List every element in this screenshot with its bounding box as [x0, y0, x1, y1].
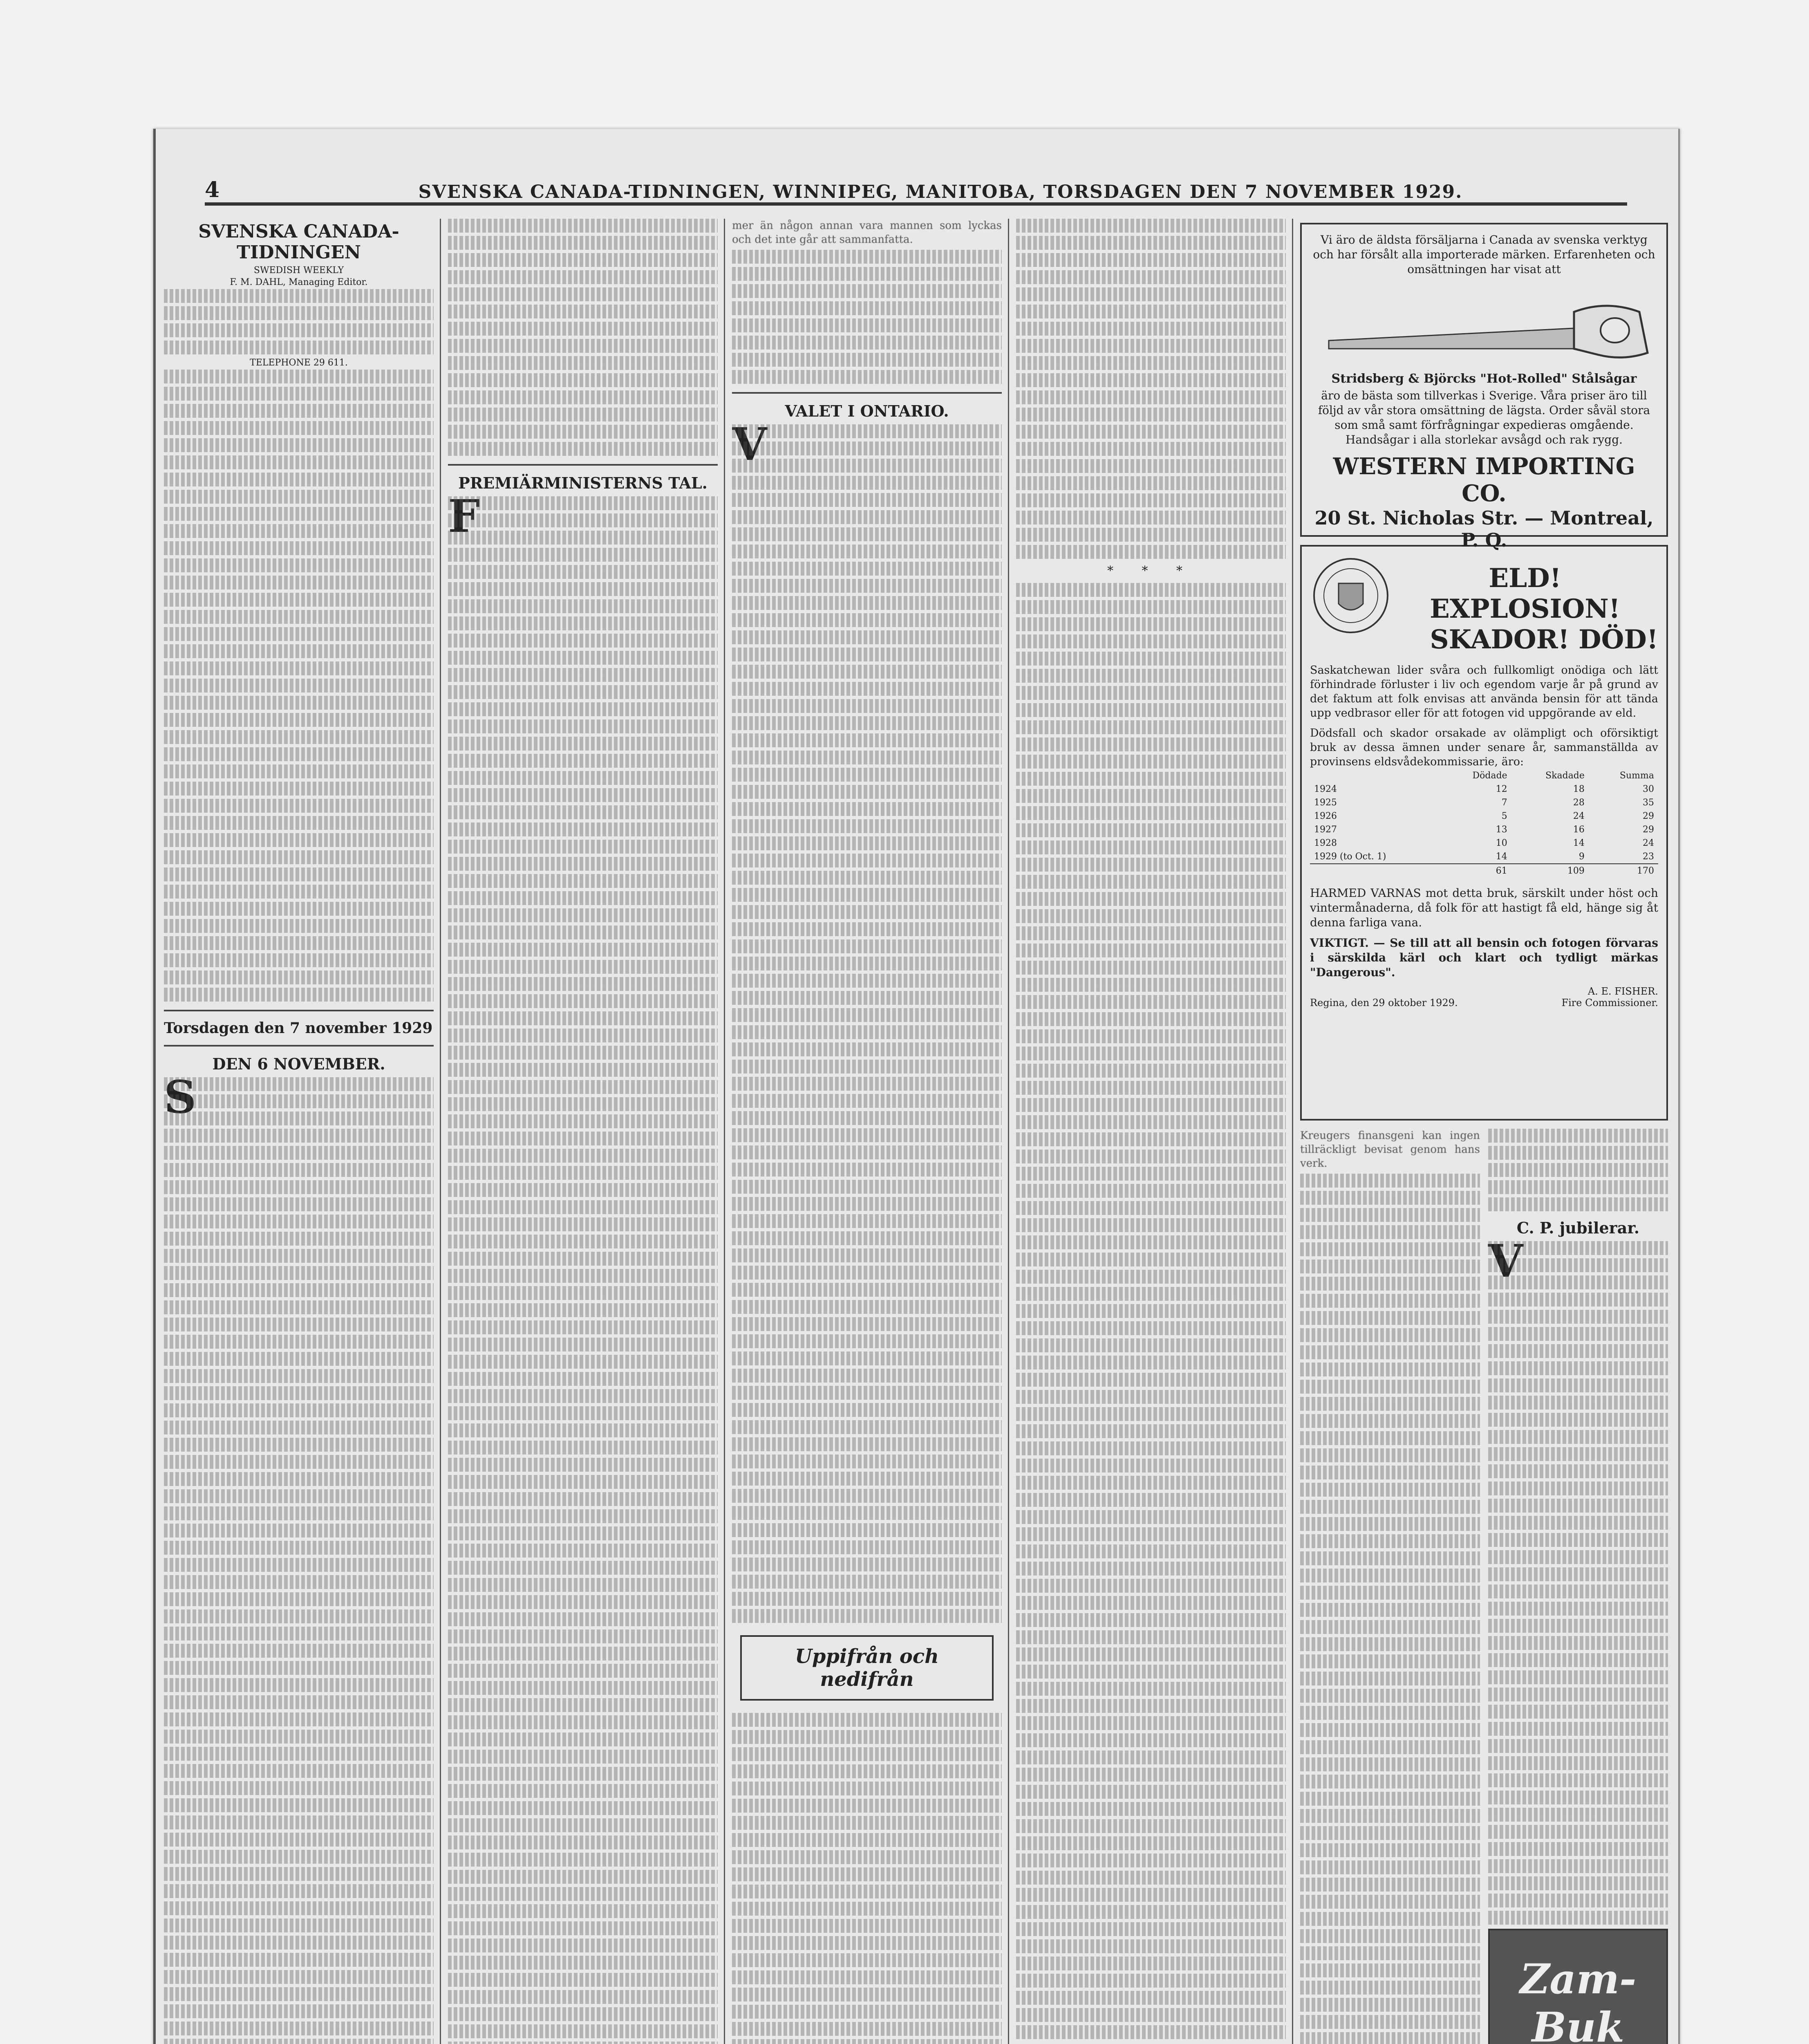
masthead-name: SVENSKA CANADA-TIDNINGEN	[198, 221, 399, 263]
column-1	[164, 219, 434, 2044]
feature-box	[740, 1635, 994, 1701]
fire-warning: HARMED VARNAS mot detta bruk, särskilt under höst och vintermånaderna, då folk för att hastigt få eld, hänge sig åt denna farliga vana.	[1310, 886, 1658, 929]
ad-body: äro de bästa som tillverkas i Sverige. Våra priser äro till följd av vår stora omsättning de lägsta. Order såväl stora som små samt förfrågningar expedieras omgående. Handsågar i alla storlekar avsågd och rak rygg.	[1318, 389, 1650, 446]
table-row: 1928 10 14 24	[1314, 838, 1654, 848]
editorial-headline: DEN 6 NOVEMBER.	[212, 1055, 385, 1073]
ad-intro: Vi äro de äldsta försäljarna i Canada av svenska verktyg och har försålt alla importerade märken. Erfarenheten och omsättningen har visat att	[1313, 233, 1655, 276]
date-line: Torsdagen den 7 november 1929	[164, 1020, 433, 1037]
masthead-editor: F. M. DAHL, Managing Editor.	[230, 277, 368, 287]
column-3	[732, 219, 1002, 2044]
table-row: 1926 5 24 29	[1314, 811, 1654, 821]
table-row: 1929 (to Oct. 1) 14 9 23	[1314, 852, 1654, 862]
header-title: SVENSKA CANADA-TIDNINGEN, WINNIPEG, MANITOBA, TORSDAGEN DEN 7 NOVEMBER 1929.	[418, 182, 1463, 202]
column-5	[1300, 1129, 1480, 2044]
fire-statistics-table	[1310, 769, 1658, 878]
ad-zambuk	[1488, 1929, 1668, 2044]
col5-intro: Kreugers finansgeni kan ingen tillräckligt bevisat genom hans verk.	[1300, 1130, 1480, 1170]
table-row: 1927 13 16 29	[1314, 825, 1654, 835]
right-block	[1300, 219, 1668, 2044]
column-6	[1488, 1129, 1668, 2044]
totals-row: 61 109 170	[1310, 864, 1658, 878]
fire-place-date: Regina, den 29 oktober 1929.	[1310, 997, 1458, 1009]
dropcap: F	[448, 490, 480, 542]
table-row: 1925 7 28 35	[1314, 798, 1654, 808]
dropcap: S	[164, 1071, 197, 1123]
col5-headline: C. P. jubilerar.	[1516, 1219, 1640, 1237]
masthead-subtitle: SWEDISH WEEKLY	[253, 265, 344, 276]
column-header: Skadade	[1545, 771, 1585, 781]
ad-address: 20 St. Nicholas Str. — Montreal, P. Q.	[1314, 507, 1654, 551]
feature-title: Uppifrån och nedifrån	[795, 1645, 939, 1691]
fire-signer-title: Fire Commissioner.	[1561, 997, 1658, 1009]
saw-icon	[1312, 283, 1656, 365]
section-break: * * *	[1107, 564, 1195, 578]
ad-fire-warning	[1300, 545, 1668, 1121]
page-header	[205, 174, 1627, 206]
ad-western-importing	[1300, 223, 1668, 551]
newspaper-page	[153, 129, 1680, 2044]
fire-important: VIKTIGT. — Se till att all bensin och fotogen förvaras i särskilda kärl och klart och tydligt märkas "Dangerous".	[1310, 936, 1658, 979]
column-2	[448, 219, 718, 2044]
col3-intro: mer än någon annan vara mannen som lyckas och det inte går att sammanfatta.	[732, 220, 1002, 246]
zambuk-brand: Zam-Buk	[1520, 1955, 1637, 2044]
column-header: Dödade	[1472, 771, 1507, 781]
column-header: Summa	[1619, 771, 1654, 781]
col3-headline: VALET I ONTARIO.	[785, 402, 949, 420]
provincial-seal-icon	[1310, 555, 1392, 645]
column-4	[1016, 219, 1286, 2044]
ad-product: Stridsberg & Björcks "Hot-Rolled" Stålsågar	[1331, 372, 1637, 386]
fire-body-1: Saskatchewan lider svåra och fullkomligt onödiga och lätt förhindrade förluster i liv och egendom varje år på grund av det faktum att folk envisas att använda bensin för att tända upp vedbrasor eller för att fotogen vid uppgörande av eld.	[1310, 664, 1658, 719]
ad-company: WESTERN IMPORTING CO.	[1333, 453, 1635, 507]
dropcap: V	[732, 418, 767, 471]
table-row: 1924 12 18 30	[1314, 784, 1654, 794]
fire-headline-1: ELD! EXPLOSION!	[1430, 563, 1620, 624]
fire-headline-2: SKADOR! DÖD!	[1430, 624, 1658, 655]
editorial-body	[164, 1071, 434, 2044]
masthead-telephone: TELEPHONE 29 611.	[250, 358, 348, 368]
fire-body-2: Dödsfall och skador orsakade av olämpligt och oförsiktigt bruk av dessa ämnen under senare år, sammanställda av provinsens eldsvådekommissarie, äro:	[1310, 727, 1658, 768]
col2-headline: PREMIÄRMINISTERNS TAL.	[458, 474, 707, 492]
page-number: 4	[205, 177, 221, 202]
dropcap: V	[1488, 1235, 1523, 1287]
fire-signer: A. E. FISHER.	[1587, 986, 1658, 997]
